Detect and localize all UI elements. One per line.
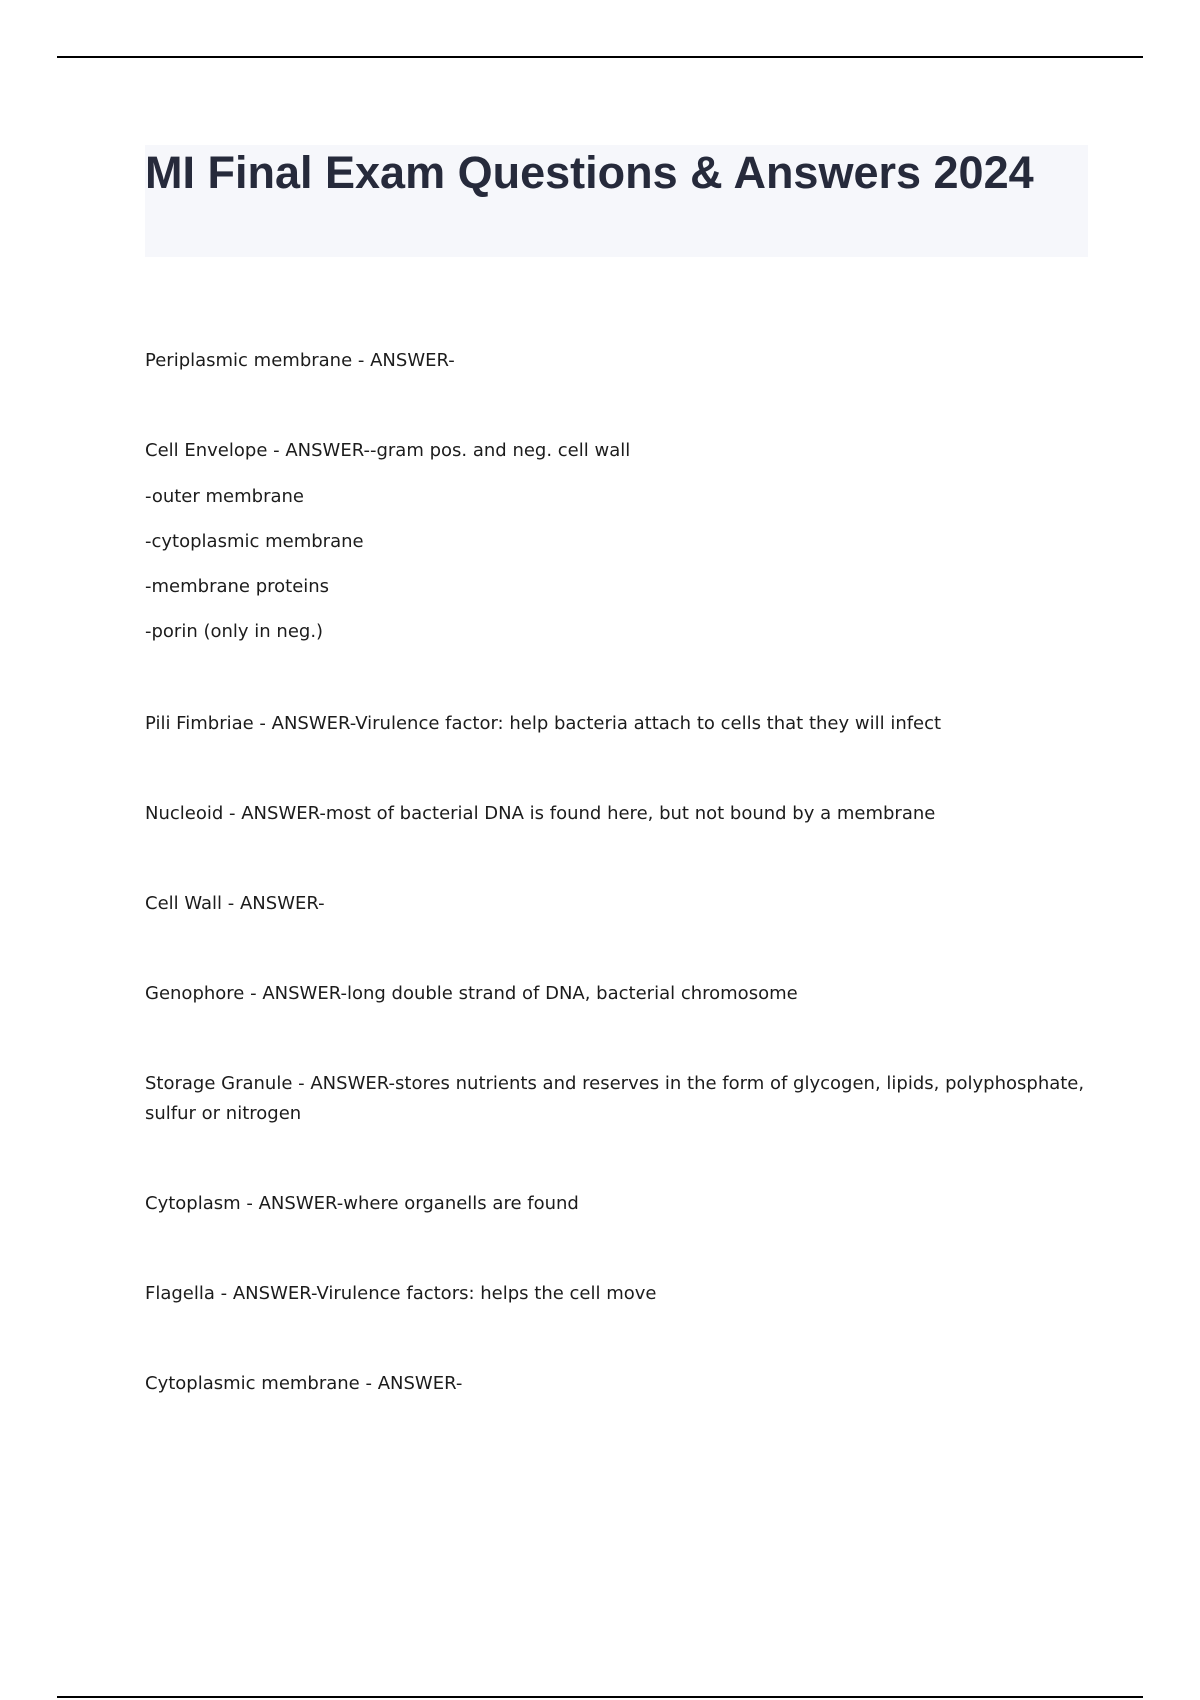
qa-entry (145, 1069, 1090, 1129)
answer-line: -porin (only in neg.) (145, 621, 324, 642)
qa-entry (145, 709, 1090, 739)
entry-term: Pili Fimbriae (145, 713, 254, 734)
entry-term: Flagella (145, 1283, 215, 1304)
entry-term: Periplasmic membrane (145, 350, 353, 371)
top-rule (57, 56, 1143, 58)
entry-term: Cell Envelope (145, 440, 268, 461)
entry-answer: Virulence factors: helps the cell move (316, 1283, 657, 1304)
entry-answer: Virulence factor: help bacteria attach to cells that they will infect (355, 713, 942, 734)
answer-separator: - ANSWER- (292, 1073, 396, 1094)
answer-separator: - ANSWER- (359, 1373, 463, 1394)
qa-entry (145, 1279, 1090, 1309)
entry-term: Cytoplasmic membrane (145, 1373, 360, 1394)
title-banner (145, 145, 1088, 257)
entry-term: Nucleoid (145, 803, 224, 824)
entry-answer: stores nutrients and reserves in the form of glycogen, lipids, polyphosphate, sulfur or nitrogen (145, 1073, 1085, 1124)
answer-separator: - ANSWER- (253, 713, 356, 734)
answer-separator: - ANSWER- (244, 983, 347, 1004)
answer-separator: - ANSWER- (223, 803, 326, 824)
qa-entry (145, 1189, 1090, 1219)
answer-line: -membrane proteins (145, 576, 330, 597)
qa-list (145, 346, 1090, 1459)
qa-entry (145, 799, 1090, 829)
entry-answer: where organells are found (343, 1193, 579, 1214)
answer-line: -outer membrane (145, 486, 304, 507)
bottom-rule (57, 1696, 1143, 1698)
answer-separator: - ANSWER- (214, 1283, 317, 1304)
qa-entry (145, 436, 1090, 654)
entry-answer: long double strand of DNA, bacterial chromosome (346, 983, 798, 1004)
qa-entry (145, 1369, 1090, 1399)
qa-entry (145, 889, 1090, 919)
document-title: MI Final Exam Questions & Answers 2024 (145, 147, 1034, 198)
answer-separator: - ANSWER- (352, 350, 455, 371)
qa-entry (145, 979, 1090, 1009)
entry-term: Cell Wall (145, 893, 223, 914)
qa-entry (145, 346, 1090, 376)
entry-term: Cytoplasm (145, 1193, 241, 1214)
answer-separator: - ANSWER- (267, 440, 370, 461)
entry-term: Storage Granule (145, 1073, 293, 1094)
answer-separator: - ANSWER- (240, 1193, 344, 1214)
entry-term: Genophore (145, 983, 245, 1004)
answer-separator: - ANSWER- (222, 893, 325, 914)
entry-answer: most of bacterial DNA is found here, but not bound by a membrane (325, 803, 936, 824)
entry-answer: -gram pos. and neg. cell wall (369, 440, 631, 461)
answer-line: -cytoplasmic membrane (145, 531, 364, 552)
